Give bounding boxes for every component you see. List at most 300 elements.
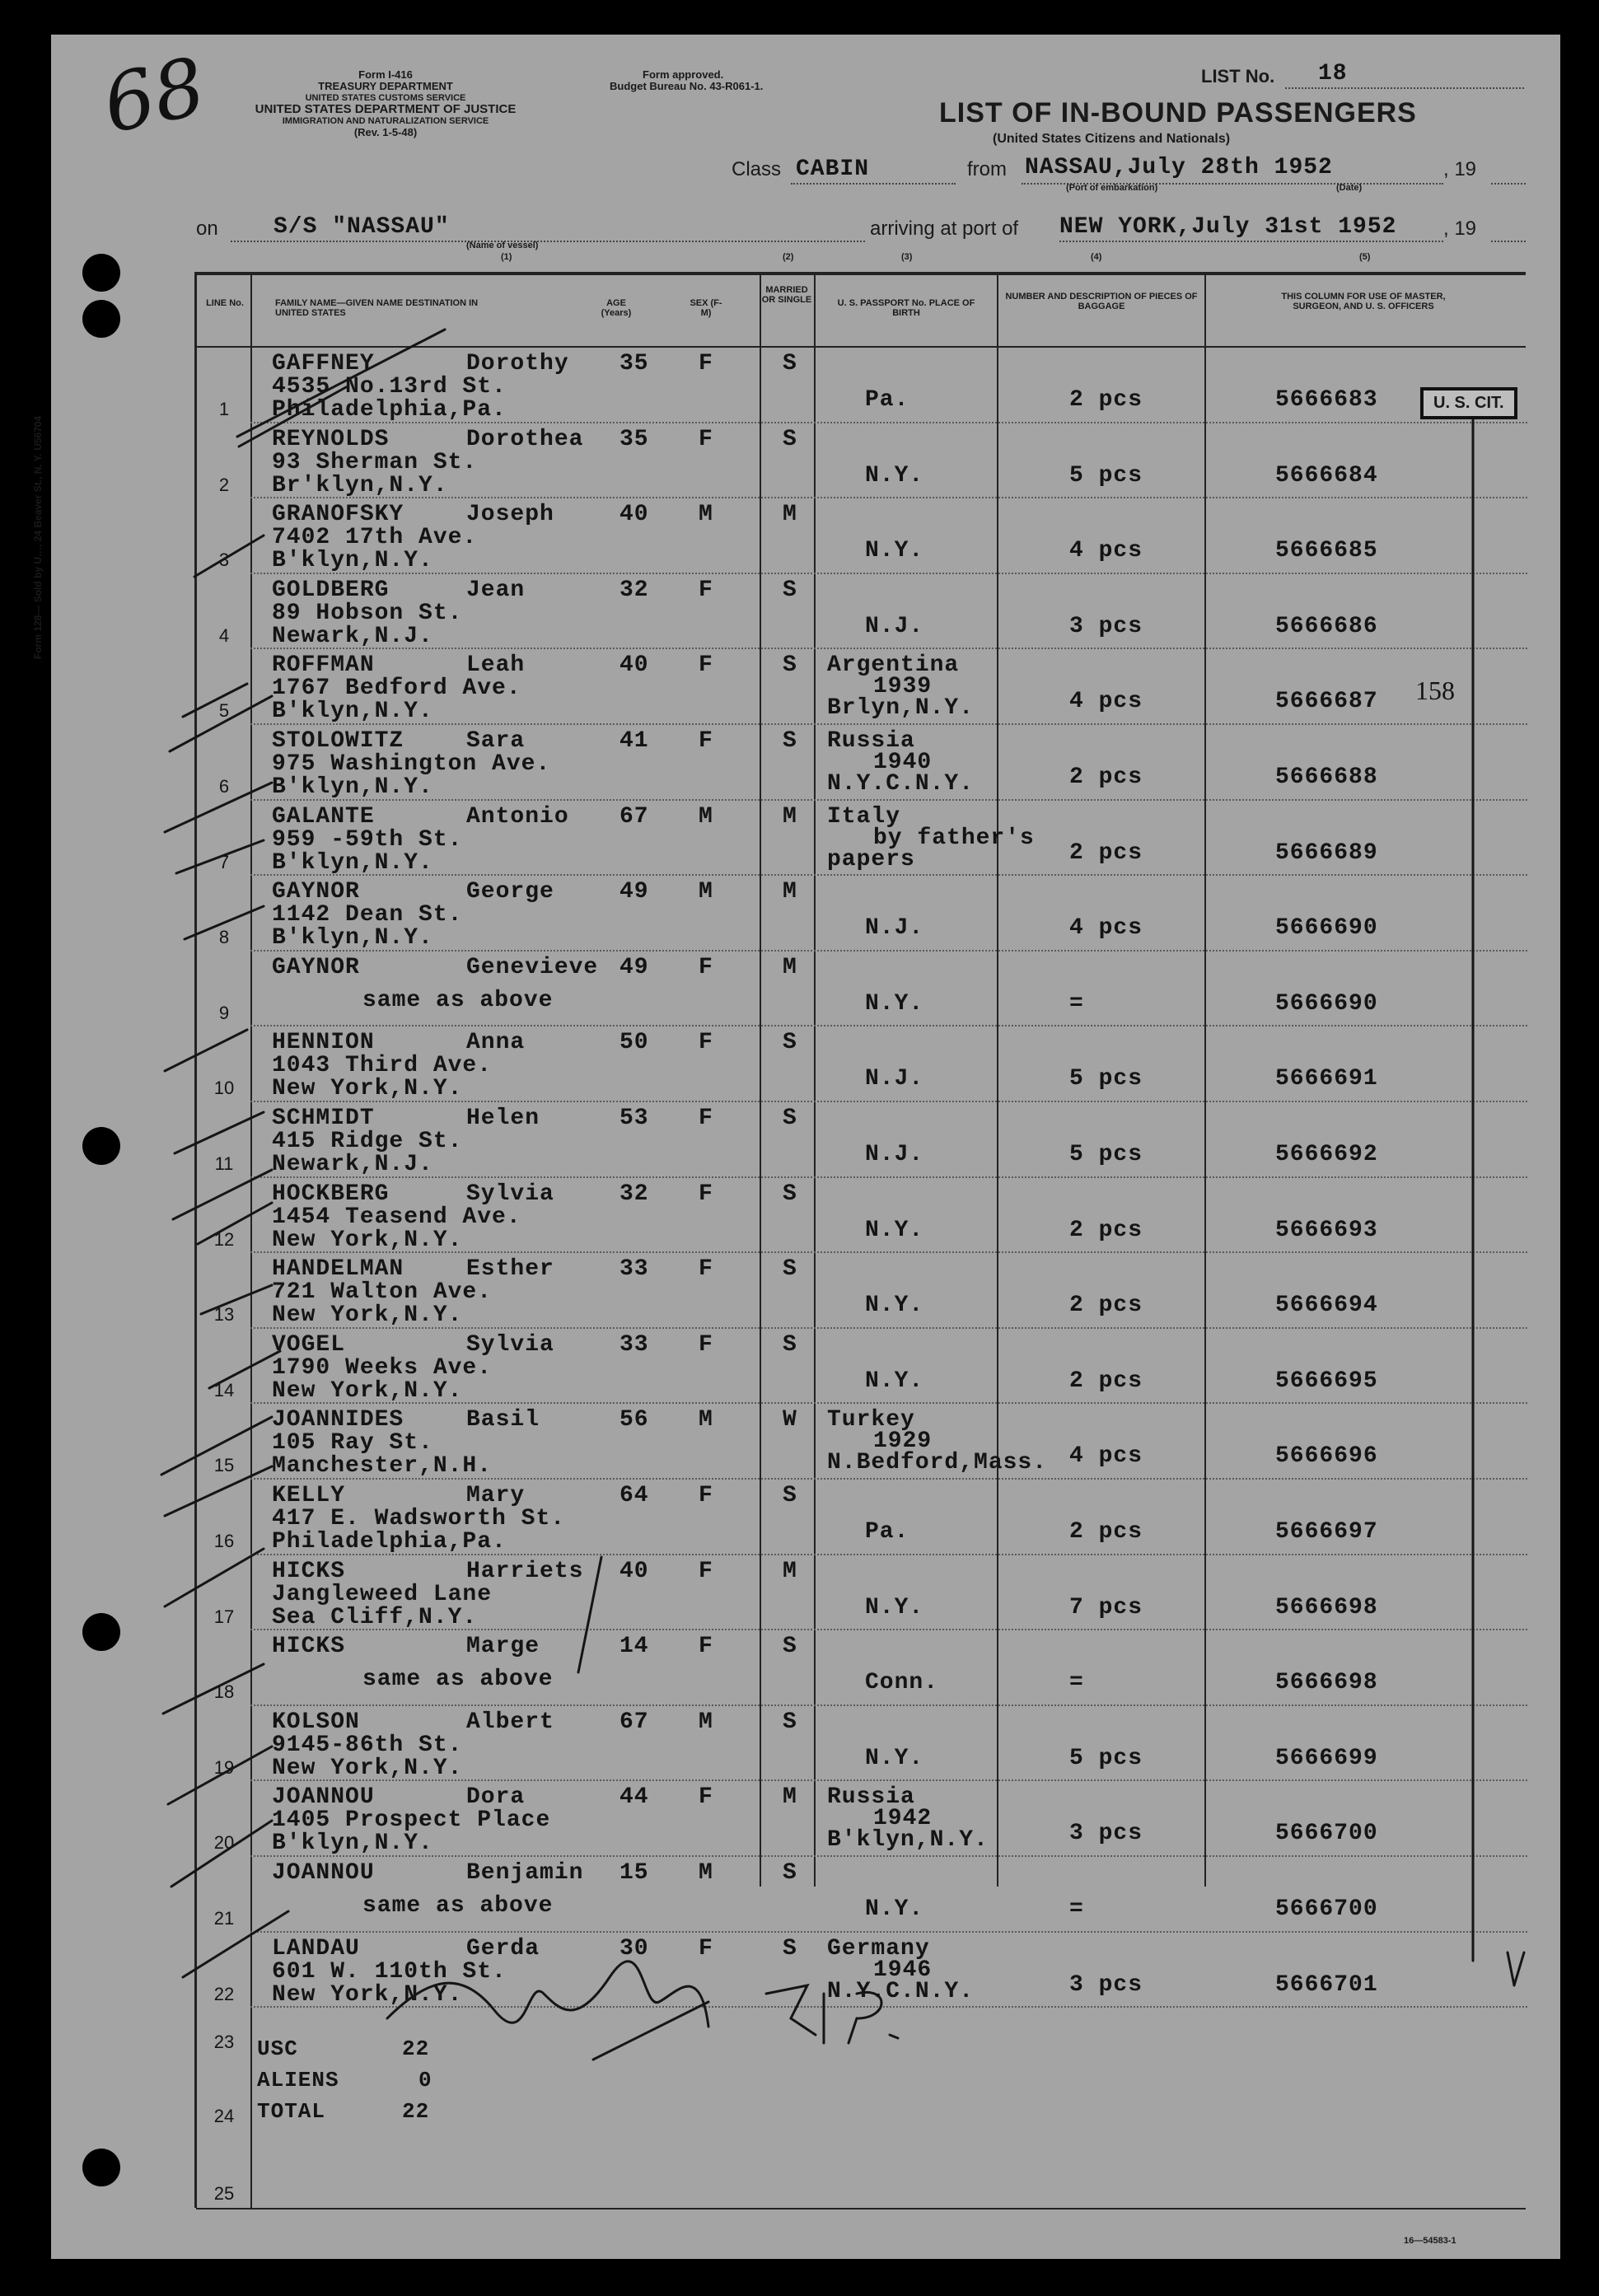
passenger-age: 67 — [619, 803, 649, 830]
line-number: 12 — [213, 1228, 235, 1250]
col-header-passport: U. S. PASSPORT No. PLACE OF BIRTH — [837, 298, 975, 318]
officer-number: 5666695 — [1275, 1368, 1378, 1394]
line-number: 24 — [213, 2106, 235, 2126]
check-mark — [209, 1351, 280, 1388]
passenger-marital-status: S — [783, 1106, 797, 1131]
passenger-baggage: 2 pcs — [1069, 1519, 1143, 1545]
check-mark — [198, 1203, 272, 1244]
officer-number: 5666700 — [1275, 1896, 1378, 1922]
passenger-birthplace: Turkey — [827, 1407, 915, 1433]
check-mark — [194, 535, 264, 577]
check-mark — [170, 696, 272, 751]
footer-code: 16—54583-1 — [1404, 2236, 1456, 2246]
passenger-birthplace: N.Y.C.N.Y. — [827, 1978, 975, 2004]
col-header-sex: SEX (F-M) — [690, 298, 722, 318]
passenger-age: 50 — [619, 1030, 649, 1056]
passenger-age: 35 — [619, 426, 649, 452]
approval-line: Form approved. — [643, 68, 724, 81]
col-number: (4) — [1091, 252, 1102, 262]
officer-number: 5666692 — [1275, 1142, 1378, 1167]
passenger-birthplace: B'klyn,N.Y. — [827, 1827, 989, 1854]
passenger-family-name: STOLOWITZ — [272, 728, 404, 754]
passenger-destination: Newark,N.J. — [272, 1152, 433, 1177]
passenger-sex: F — [699, 577, 713, 603]
check-mark — [163, 1664, 264, 1714]
passenger-family-name: SCHMIDT — [272, 1106, 375, 1131]
passenger-birthplace: Russia — [827, 728, 915, 754]
passenger-given-name: Leah — [466, 652, 526, 679]
passenger-baggage: 4 pcs — [1069, 1443, 1143, 1470]
passenger-destination: same as above — [362, 1893, 554, 1919]
passenger-marital-status: M — [783, 1558, 797, 1584]
col-number: (3) — [901, 252, 913, 262]
check-mark — [175, 1112, 264, 1153]
officer-number: 5666701 — [1275, 1971, 1378, 1998]
passenger-marital-status: S — [783, 652, 797, 679]
passenger-family-name: GRANOFSKY — [272, 502, 404, 528]
passenger-birthplace: N.Y. — [865, 1745, 924, 1771]
passenger-birthplace: Italy — [827, 803, 901, 830]
passenger-destination: Newark,N.J. — [272, 623, 433, 649]
passenger-family-name: HOCKBERG — [272, 1181, 390, 1207]
passenger-age: 67 — [619, 1709, 649, 1735]
check-mark — [183, 1911, 288, 1977]
year-suffix: , 19 — [1443, 158, 1477, 180]
passenger-destination: same as above — [362, 987, 554, 1013]
passenger-destination: Jangleweed Lane — [272, 1581, 493, 1607]
passenger-baggage: = — [1069, 1670, 1084, 1696]
passenger-destination: New York,N.Y. — [272, 1755, 463, 1781]
check-mark — [161, 1417, 272, 1475]
passenger-destination: B'klyn,N.Y. — [272, 548, 433, 574]
passenger-baggage: = — [1069, 990, 1084, 1017]
passenger-sex: F — [699, 1935, 713, 1962]
passenger-destination: 105 Ray St. — [272, 1430, 433, 1457]
passenger-birthplace: Pa. — [865, 1519, 909, 1545]
passenger-age: 35 — [619, 351, 649, 376]
officer-number: 5666693 — [1275, 1217, 1378, 1243]
passenger-birthplace: 1939 — [873, 674, 933, 700]
port-of-embarkation: NASSAU,July 28th 1952 — [1025, 155, 1333, 180]
passenger-destination: Philadelphia,Pa. — [272, 397, 507, 423]
passenger-age: 40 — [619, 502, 649, 528]
officer-number: 5666697 — [1275, 1519, 1378, 1545]
col-header-name: FAMILY NAME—GIVEN NAME DESTINATION IN UNITED STATES — [275, 298, 479, 318]
passenger-birthplace: N.J. — [865, 1142, 924, 1167]
date-caption: (Date) — [1336, 183, 1363, 193]
list-number-label: LIST No. — [1201, 66, 1275, 87]
officer-number: 5666698 — [1275, 1594, 1378, 1620]
passenger-family-name: HICKS — [272, 1634, 346, 1660]
passenger-family-name: GAYNOR — [272, 879, 360, 905]
col-header-line-no: LINE No. — [206, 298, 244, 308]
passenger-family-name: VOGEL — [272, 1331, 346, 1358]
agency-line: IMMIGRATION AND NATURALIZATION SERVICE — [282, 116, 489, 126]
line-number: 5 — [218, 700, 230, 722]
passenger-baggage: = — [1069, 1896, 1084, 1922]
line-number: 23 — [213, 2032, 235, 2052]
passenger-birthplace: N.Y. — [865, 538, 924, 564]
line-number: 4 — [218, 624, 230, 646]
passenger-baggage: 3 pcs — [1069, 1971, 1143, 1998]
passenger-sex: F — [699, 728, 713, 754]
officer-number: 5666688 — [1275, 765, 1378, 790]
passenger-destination: B'klyn,N.Y. — [272, 1831, 433, 1857]
check-mark — [237, 330, 445, 437]
check-mark — [239, 387, 346, 447]
passenger-age: 49 — [619, 954, 649, 980]
passenger-destination: 959 -59th St. — [272, 826, 463, 853]
officer-number: 5666684 — [1275, 462, 1378, 489]
passenger-sex: M — [699, 1709, 713, 1735]
passenger-destination: 415 Ridge St. — [272, 1129, 463, 1154]
check-mark — [183, 684, 247, 717]
totals-aliens-label: ALIENS — [257, 2068, 339, 2093]
officer-number: 5666683 — [1275, 387, 1378, 413]
passenger-given-name: Dorothy — [466, 351, 569, 376]
signature-initials — [766, 1985, 898, 2043]
line-number: 21 — [213, 1908, 235, 1929]
passenger-age: 33 — [619, 1256, 649, 1283]
passenger-given-name: Sylvia — [466, 1331, 554, 1358]
passenger-sex: M — [699, 879, 713, 905]
officer-number: 5666700 — [1275, 1821, 1378, 1847]
passenger-marital-status: M — [783, 1784, 797, 1811]
handwritten-folio: 68 — [95, 40, 213, 152]
passenger-sex: M — [699, 1860, 713, 1886]
passenger-family-name: JOANNOU — [272, 1860, 375, 1886]
check-mark — [176, 840, 264, 873]
passenger-destination: same as above — [362, 1667, 554, 1693]
list-number: 18 — [1318, 61, 1348, 87]
officer-number: 5666698 — [1275, 1670, 1378, 1696]
passenger-destination: 1043 Third Ave. — [272, 1053, 493, 1079]
passenger-baggage: 2 pcs — [1069, 839, 1143, 866]
passenger-destination: New York,N.Y. — [272, 1302, 463, 1329]
line-number: 7 — [218, 851, 230, 872]
passenger-sex: F — [699, 1181, 713, 1207]
line-number: 10 — [213, 1078, 235, 1099]
passenger-birthplace: Pa. — [865, 387, 909, 413]
check-mark — [1508, 1952, 1524, 1985]
passenger-baggage: 2 pcs — [1069, 765, 1143, 790]
passenger-given-name: Sylvia — [466, 1181, 554, 1207]
passenger-sex: F — [699, 1030, 713, 1056]
passenger-destination: 1790 Weeks Ave. — [272, 1354, 493, 1381]
vessel-caption: (Name of vessel) — [466, 241, 539, 250]
passenger-marital-status: S — [783, 1483, 797, 1508]
passenger-family-name: GALANTE — [272, 803, 375, 830]
passenger-given-name: Basil — [466, 1407, 540, 1433]
passenger-birthplace: Conn. — [865, 1670, 939, 1696]
passenger-marital-status: S — [783, 426, 797, 452]
passenger-marital-status: S — [783, 577, 797, 603]
passenger-marital-status: S — [783, 1935, 797, 1962]
passenger-age: 32 — [619, 1181, 649, 1207]
passenger-given-name: Benjamin — [466, 1860, 584, 1886]
passenger-sex: F — [699, 1106, 713, 1131]
revision-line: (Rev. 1-5-48) — [353, 126, 418, 138]
check-mark — [185, 906, 264, 939]
year-suffix-2: , 19 — [1443, 217, 1477, 240]
line-number: 17 — [213, 1606, 235, 1627]
passenger-destination: New York,N.Y. — [272, 1227, 463, 1253]
officer-number: 5666690 — [1275, 915, 1378, 942]
passenger-family-name: JOANNOU — [272, 1784, 375, 1811]
passenger-marital-status: S — [783, 1709, 797, 1735]
line-number: 2 — [218, 474, 230, 495]
passenger-birthplace: 1940 — [873, 750, 933, 775]
check-mark — [168, 1747, 272, 1804]
passenger-family-name: ROFFMAN — [272, 652, 375, 679]
margin-form-text: Form 128— Sold by U…, 24 Beaver St., N. Y. U56704 — [32, 415, 44, 659]
passenger-baggage: 4 pcs — [1069, 915, 1143, 942]
passenger-age: 14 — [619, 1634, 649, 1660]
passenger-age: 56 — [619, 1407, 649, 1433]
passenger-age: 41 — [619, 728, 649, 754]
passenger-destination: 4535 No.13rd St. — [272, 374, 507, 400]
passenger-baggage: 5 pcs — [1069, 1142, 1143, 1167]
check-mark — [165, 783, 272, 832]
passenger-given-name: Dora — [466, 1784, 526, 1811]
col-number: (2) — [783, 252, 794, 262]
passenger-birthplace: Russia — [827, 1784, 915, 1811]
passenger-birthplace: by father's — [873, 825, 1035, 851]
passenger-baggage: 5 pcs — [1069, 1745, 1143, 1771]
passenger-family-name: REYNOLDS — [272, 426, 390, 452]
passenger-marital-status: S — [783, 351, 797, 376]
passenger-sex: F — [699, 1558, 713, 1584]
officer-number: 5666685 — [1275, 538, 1378, 564]
passenger-given-name: Anna — [466, 1030, 526, 1056]
officer-number: 5666690 — [1275, 990, 1378, 1017]
passenger-destination: 975 Washington Ave. — [272, 751, 551, 777]
passenger-destination: Sea Cliff,N.Y. — [272, 1604, 478, 1630]
passenger-marital-status: S — [783, 1331, 797, 1358]
passenger-destination: Philadelphia,Pa. — [272, 1529, 507, 1555]
totals-usc-value: 22 — [402, 2036, 430, 2061]
passenger-destination: 1454 Teasend Ave. — [272, 1204, 521, 1230]
passenger-baggage: 7 pcs — [1069, 1594, 1143, 1620]
passenger-birthplace: N.J. — [865, 613, 924, 639]
passenger-destination: 721 Walton Ave. — [272, 1279, 493, 1306]
passenger-birthplace: N.Y. — [865, 1293, 924, 1319]
passenger-family-name: LANDAU — [272, 1935, 360, 1962]
passenger-birthplace: 1942 — [873, 1806, 933, 1832]
line-number: 13 — [213, 1304, 235, 1326]
line-number: 16 — [213, 1531, 235, 1551]
form-number: Form I-416 — [358, 68, 413, 81]
page-title: LIST OF IN-BOUND PASSENGERS — [939, 97, 1417, 129]
passenger-birthplace: N.Y. — [865, 1217, 924, 1243]
passenger-destination: B'klyn,N.Y. — [272, 925, 433, 952]
passenger-destination: 7402 17th Ave. — [272, 525, 478, 551]
passenger-family-name: GOLDBERG — [272, 577, 390, 603]
passenger-family-name: KELLY — [272, 1483, 346, 1508]
passenger-family-name: GAYNOR — [272, 954, 360, 980]
passenger-birthplace: N.Y. — [865, 462, 924, 489]
passenger-given-name: Helen — [466, 1106, 540, 1131]
passenger-given-name: Mary — [466, 1483, 526, 1508]
passenger-baggage: 4 pcs — [1069, 689, 1143, 715]
passenger-birthplace: N.Y. — [865, 990, 924, 1017]
passenger-sex: M — [699, 803, 713, 830]
passenger-marital-status: M — [783, 879, 797, 905]
officer-number: 5666696 — [1275, 1443, 1378, 1470]
approval-line: Budget Bureau No. 43-R061-1. — [610, 80, 764, 92]
passenger-baggage: 3 pcs — [1069, 613, 1143, 639]
passenger-sex: F — [699, 351, 713, 376]
passenger-age: 32 — [619, 577, 649, 603]
passenger-sex: F — [699, 1256, 713, 1283]
passenger-family-name: HENNION — [272, 1030, 375, 1056]
passenger-baggage: 2 pcs — [1069, 1217, 1143, 1243]
passenger-sex: F — [699, 652, 713, 679]
passenger-baggage: 5 pcs — [1069, 1066, 1143, 1092]
passenger-given-name: Joseph — [466, 502, 554, 528]
passenger-destination: 1405 Prospect Place — [272, 1807, 551, 1834]
line-number: 22 — [213, 1983, 235, 2004]
check-mark — [165, 1030, 247, 1071]
passenger-sex: F — [699, 1784, 713, 1811]
passenger-age: 40 — [619, 652, 649, 679]
passenger-destination: B'klyn,N.Y. — [272, 699, 433, 725]
passenger-destination: Manchester,N.H. — [272, 1453, 493, 1480]
passenger-marital-status: S — [783, 1030, 797, 1056]
passenger-age: 15 — [619, 1860, 649, 1886]
passenger-destination: New York,N.Y. — [272, 1981, 463, 2008]
passenger-sex: F — [699, 1634, 713, 1660]
passenger-sex: F — [699, 1483, 713, 1508]
passenger-family-name: JOANNIDES — [272, 1407, 404, 1433]
agency-line: UNITED STATES CUSTOMS SERVICE — [305, 93, 466, 103]
agency-line: UNITED STATES DEPARTMENT OF JUSTICE — [255, 102, 517, 116]
line-number: 9 — [218, 1002, 230, 1023]
passenger-baggage: 2 pcs — [1069, 387, 1143, 413]
passenger-birthplace: Brlyn,N.Y. — [827, 695, 975, 722]
passenger-sex: M — [699, 502, 713, 528]
passenger-baggage: 4 pcs — [1069, 538, 1143, 564]
check-mark — [171, 1821, 272, 1887]
line-number: 20 — [213, 1832, 235, 1854]
passenger-destination: 9145-86th St. — [272, 1732, 463, 1758]
passenger-sex: F — [699, 1331, 713, 1358]
class-value: CABIN — [796, 157, 870, 182]
signature — [593, 2002, 708, 2060]
passenger-baggage: 2 pcs — [1069, 1293, 1143, 1319]
passenger-sex: F — [699, 426, 713, 452]
col-header-age: AGE (Years) — [601, 298, 632, 318]
line-number: 11 — [214, 1153, 234, 1174]
line-number: 19 — [213, 1756, 235, 1778]
passenger-age: 33 — [619, 1331, 649, 1358]
passenger-age: 49 — [619, 879, 649, 905]
line-number: 6 — [218, 776, 230, 797]
line-number: 14 — [213, 1379, 235, 1401]
passenger-given-name: Gerda — [466, 1935, 540, 1962]
page-subtitle: (United States Citizens and Nationals) — [993, 132, 1231, 146]
passenger-age: 64 — [619, 1483, 649, 1508]
passenger-sex: F — [699, 954, 713, 980]
line-number: 15 — [213, 1455, 235, 1476]
passenger-family-name: HICKS — [272, 1558, 346, 1584]
totals-aliens-value: 0 — [418, 2068, 432, 2093]
passenger-marital-status: M — [783, 803, 797, 830]
signature — [387, 1962, 708, 2027]
check-mark — [578, 1557, 601, 1672]
passenger-destination: B'klyn,N.Y. — [272, 849, 433, 876]
passenger-marital-status: S — [783, 1634, 797, 1660]
passenger-baggage: 5 pcs — [1069, 462, 1143, 489]
passenger-birthplace: N.Y. — [865, 1594, 924, 1620]
passenger-given-name: Sara — [466, 728, 526, 754]
check-mark — [165, 1549, 264, 1606]
agency-line: TREASURY DEPARTMENT — [318, 80, 453, 92]
passenger-destination: 93 Sherman St. — [272, 449, 478, 475]
passenger-given-name: Dorothea — [466, 426, 584, 452]
totals-usc-label: USC — [257, 2036, 298, 2061]
totals-total-value: 22 — [402, 2099, 430, 2124]
arriving-label: arriving at port of — [870, 217, 1019, 240]
line-number: 8 — [218, 927, 230, 948]
from-label: from — [967, 158, 1007, 180]
passenger-given-name: Jean — [466, 577, 526, 603]
col-header-baggage: NUMBER AND DESCRIPTION OF PIECES OF BAGGAGE — [1005, 292, 1198, 311]
passenger-given-name: Albert — [466, 1709, 554, 1735]
col-number: (5) — [1359, 252, 1371, 262]
passenger-marital-status: S — [783, 1256, 797, 1283]
totals-total-label: TOTAL — [257, 2099, 326, 2124]
passenger-destination: New York,N.Y. — [272, 1377, 463, 1404]
us-citizen-stamp: U. S. CIT. — [1420, 387, 1517, 419]
passenger-marital-status: W — [783, 1407, 797, 1433]
officer-number: 5666687 — [1275, 689, 1378, 715]
officer-number: 5666686 — [1275, 613, 1378, 639]
col-header-officers: THIS COLUMN FOR USE OF MASTER, SURGEON, AND U. S. OFFICERS — [1281, 292, 1446, 311]
passenger-given-name: Genevieve — [466, 954, 599, 980]
passenger-birthplace: N.Bedford,Mass. — [827, 1450, 1048, 1476]
passenger-birthplace: papers — [827, 846, 915, 872]
passenger-birthplace: N.Y. — [865, 1368, 924, 1394]
check-mark — [165, 1466, 272, 1516]
passenger-destination: 89 Hobson St. — [272, 600, 463, 626]
margin-note-158: 158 — [1415, 676, 1455, 705]
passenger-destination: 417 E. Wadsworth St. — [272, 1506, 566, 1531]
passenger-destination: 601 W. 110th St. — [272, 1958, 507, 1985]
vessel-name: S/S "NASSAU" — [274, 214, 450, 240]
passenger-given-name: Marge — [466, 1634, 540, 1660]
passenger-given-name: Antonio — [466, 803, 569, 830]
passenger-age: 30 — [619, 1935, 649, 1962]
passenger-age: 53 — [619, 1106, 649, 1131]
passenger-family-name: GAFFNEY — [272, 351, 375, 376]
passenger-birthplace: 1929 — [873, 1429, 933, 1455]
passenger-destination: 1142 Dean St. — [272, 902, 463, 928]
line-number: 3 — [218, 549, 230, 571]
class-label: Class — [732, 158, 782, 180]
passenger-birthplace: N.J. — [865, 1066, 924, 1092]
col-number: (1) — [501, 252, 512, 262]
passenger-marital-status: S — [783, 1181, 797, 1207]
passenger-age: 40 — [619, 1558, 649, 1584]
port-embark-caption: (Port of embarkation) — [1066, 183, 1158, 193]
passenger-marital-status: S — [783, 728, 797, 754]
passenger-marital-status: M — [783, 954, 797, 980]
passenger-destination: Br'klyn,N.Y. — [272, 472, 448, 498]
passenger-birthplace: N.Y. — [865, 1896, 924, 1922]
passenger-given-name: George — [466, 879, 554, 905]
passenger-marital-status: S — [783, 1860, 797, 1886]
